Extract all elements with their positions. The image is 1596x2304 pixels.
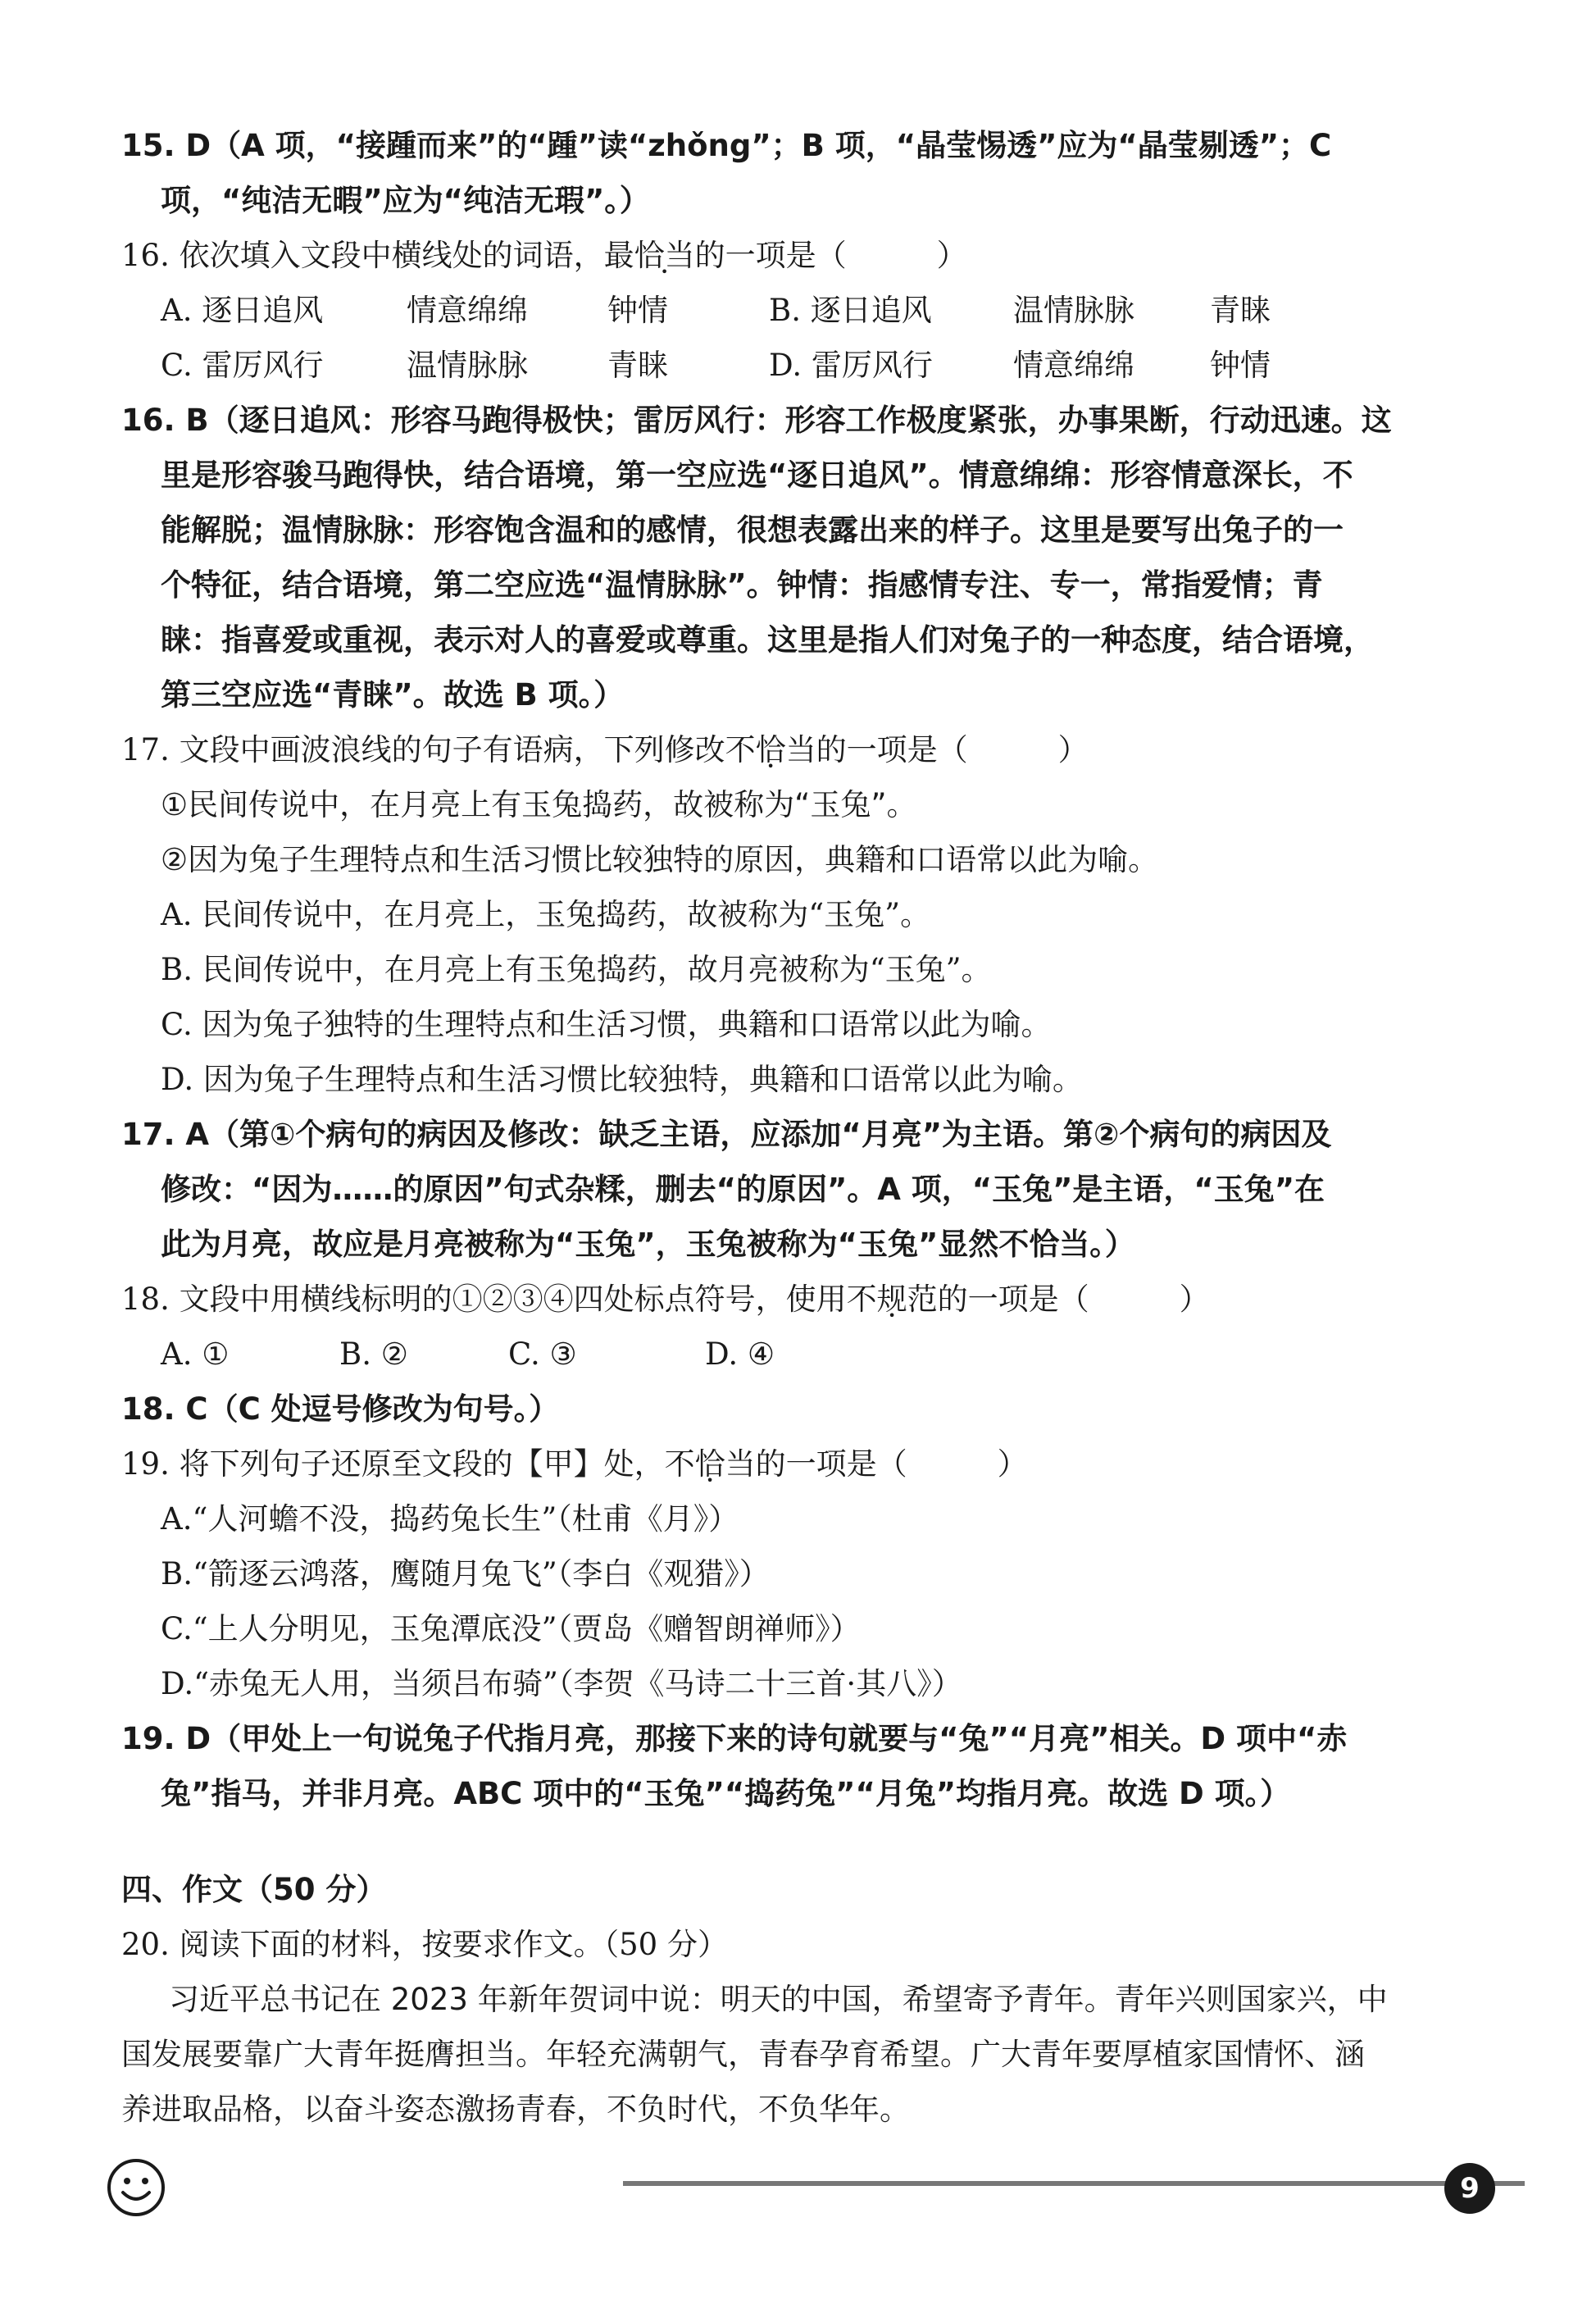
q18-stem-close: ）	[1179, 1282, 1210, 1317]
q18-emphasis: 不规范	[846, 1282, 938, 1317]
q19-answer-line-2: 兔”指马，并非月亮。ABC 项中的“玉兔”“捣药兔”“月兔”均指月亮。故选 D 项。）	[161, 1776, 1291, 1811]
q17-option-c: C. 因为兔子独特的生理特点和生活习惯，典籍和口语常以此为喻。	[161, 1007, 1052, 1042]
q20-material-line-2: 国发展要靠广大青年挺膺担当。年轻充满朝气，青春孕育希望。广大青年要厚植家国情怀、涵	[121, 2037, 1365, 2072]
q17-stem-part-a: 17. 文段中画波浪线的句子有语病，下列修改	[121, 732, 725, 767]
q17-stem	[121, 730, 1089, 771]
footer-rule	[623, 2181, 1525, 2186]
q18-options	[161, 1334, 775, 1375]
q18-stem-part-a: 18. 文段中用横线标明的①②③④四处标点符号，使用	[121, 1282, 847, 1317]
q18-option-b: B. ②	[339, 1336, 408, 1372]
q18-answer: 18. C（C 处逗号修改为句号。）	[121, 1391, 560, 1427]
q18-option-c: C. ③	[508, 1336, 577, 1372]
q16-option-d	[769, 345, 1271, 386]
q18-stem	[121, 1279, 1210, 1320]
q19-option-b: B.“箭逐云鸿落，鹰随月兔飞”（李白《观猎》）	[161, 1556, 770, 1591]
q16-b-2: 温情脉脉	[1013, 293, 1134, 328]
q17-option-b: B. 民间传说中，在月亮上有玉兔捣药，故月亮被称为“玉兔”。	[161, 952, 992, 987]
q16-emphasis: 恰当	[634, 238, 695, 273]
q16-option-c	[161, 345, 668, 386]
q16-d-3: 钟情	[1210, 348, 1271, 383]
q19-stem	[121, 1444, 1028, 1485]
smiley-icon	[105, 2156, 167, 2219]
q17-answer-line-2: 修改：“因为……的原因”句式杂糅，删去“的原因”。A 项，“玉兔”是主语，“玉兔”在	[161, 1172, 1325, 1207]
q16-c-1: C. 雷厉风行	[161, 348, 324, 383]
q16-a-2: 情意绵绵	[407, 293, 528, 328]
q20-material-line-1: 习近平总书记在 2023 年新年贺词中说：明天的中国，希望寄予青年。青年兴则国家兴，中	[169, 1982, 1388, 2017]
q16-b-3: 青睐	[1210, 293, 1271, 328]
q17-option-d: D. 因为兔子生理特点和生活习惯比较独特，典籍和口语常以此为喻。	[161, 1062, 1083, 1097]
q16-stem	[121, 235, 967, 276]
q16-option-b	[769, 290, 1271, 331]
q16-c-2: 温情脉脉	[407, 348, 528, 383]
q20-stem: 20. 阅读下面的材料，按要求作文。（50 分）	[121, 1927, 728, 1962]
q16-a-1: A. 逐日追风	[161, 293, 324, 328]
q19-option-d: D.“赤兔无人用，当须吕布骑”（李贺《马诗二十三首·其八》）	[161, 1666, 962, 1701]
q19-option-a: A.“人河蟾不没，捣药兔长生”（杜甫《月》）	[161, 1501, 739, 1537]
q15-answer-line-1: 15. D（A 项，“接踵而来”的“踵”读“zhǒng”；B 项，“晶莹惕透”应为“晶莹剔透”；C	[121, 128, 1332, 163]
q16-answer-line-2: 里是形容骏马跑得快，结合语境，第一空应选“逐日追风”。情意绵绵：形容情意深长，不	[161, 458, 1353, 493]
q16-stem-close: ）	[936, 238, 967, 273]
q16-answer-line-3: 能解脱；温情脉脉：形容饱含温和的感情，很想表露出来的样子。这里是要写出兔子的一	[161, 512, 1344, 548]
q16-stem-part-a: 16. 依次填入文段中横线处的词语，最	[121, 238, 634, 273]
q18-stem-part-b: 的一项是（	[937, 1282, 1089, 1317]
q18-option-a: A. ①	[161, 1336, 230, 1372]
q16-a-3: 钟情	[607, 293, 668, 328]
q17-stem-close: ）	[1057, 732, 1089, 767]
q19-answer-line-1: 19. D（甲处上一句说兔子代指月亮，那接下来的诗句就要与“兔”“月亮”相关。D 项中“赤	[121, 1721, 1348, 1756]
q17-emphasis: 不恰当	[725, 732, 816, 767]
q16-c-3: 青睐	[607, 348, 668, 383]
q17-sentence-1: ①民间传说中，在月亮上有玉兔捣药，故被称为“玉兔”。	[161, 787, 917, 822]
q17-sentence-2: ②因为兔子生理特点和生活习惯比较独特的原因，典籍和口语常以此为喻。	[161, 842, 1159, 877]
q16-d-1: D. 雷厉风行	[769, 348, 933, 383]
q17-stem-part-b: 的一项是（	[816, 732, 968, 767]
q16-option-a	[161, 290, 668, 331]
q19-stem-part-a: 19. 将下列句子还原至文段的【甲】处，	[121, 1446, 665, 1482]
q19-stem-close: ）	[997, 1446, 1028, 1482]
q17-answer-line-1: 17. A（第①个病句的病因及修改：缺乏主语，应添加“月亮”为主语。第②个病句的病因及	[121, 1117, 1332, 1152]
q19-option-c: C.“上人分明见，玉兔潭底没”（贾岛《赠智朗禅师》）	[161, 1611, 861, 1646]
q16-answer-line-6: 第三空应选“青睐”。故选 B 项。）	[161, 677, 625, 713]
section-heading-composition: 四、作文（50 分）	[121, 1872, 387, 1907]
q16-stem-part-b: 的一项是（	[694, 238, 847, 273]
q17-option-a: A. 民间传说中，在月亮上，玉兔捣药，故被称为“玉兔”。	[161, 897, 931, 932]
q16-d-2: 情意绵绵	[1013, 348, 1134, 383]
q16-answer-line-4: 个特征，结合语境，第二空应选“温情脉脉”。钟情：指感情专注、专一，常指爱情；青	[161, 567, 1323, 603]
page-number: 9	[1444, 2163, 1495, 2214]
q19-stem-part-b: 的一项是（	[755, 1446, 907, 1482]
q16-answer-line-1: 16. B（逐日追风：形容马跑得极快；雷厉风行：形容工作极度紧张，办事果断，行动迅速。这	[121, 403, 1392, 438]
q17-answer-line-3: 此为月亮，故应是月亮被称为“玉兔”，玉兔被称为“玉兔”显然不恰当。）	[161, 1227, 1135, 1262]
q19-emphasis: 不恰当	[664, 1446, 756, 1482]
q16-b-1: B. 逐日追风	[769, 293, 932, 328]
q18-option-d: D. ④	[705, 1336, 775, 1372]
q20-material-line-3: 养进取品格，以奋斗姿态激扬青春，不负时代，不负华年。	[121, 2092, 910, 2127]
q15-answer-line-2: 项，“纯洁无暇”应为“纯洁无瑕”。）	[161, 183, 650, 218]
q16-answer-line-5: 睐：指喜爱或重视，表示对人的喜爱或尊重。这里是指人们对兔子的一种态度，结合语境，	[161, 622, 1374, 658]
